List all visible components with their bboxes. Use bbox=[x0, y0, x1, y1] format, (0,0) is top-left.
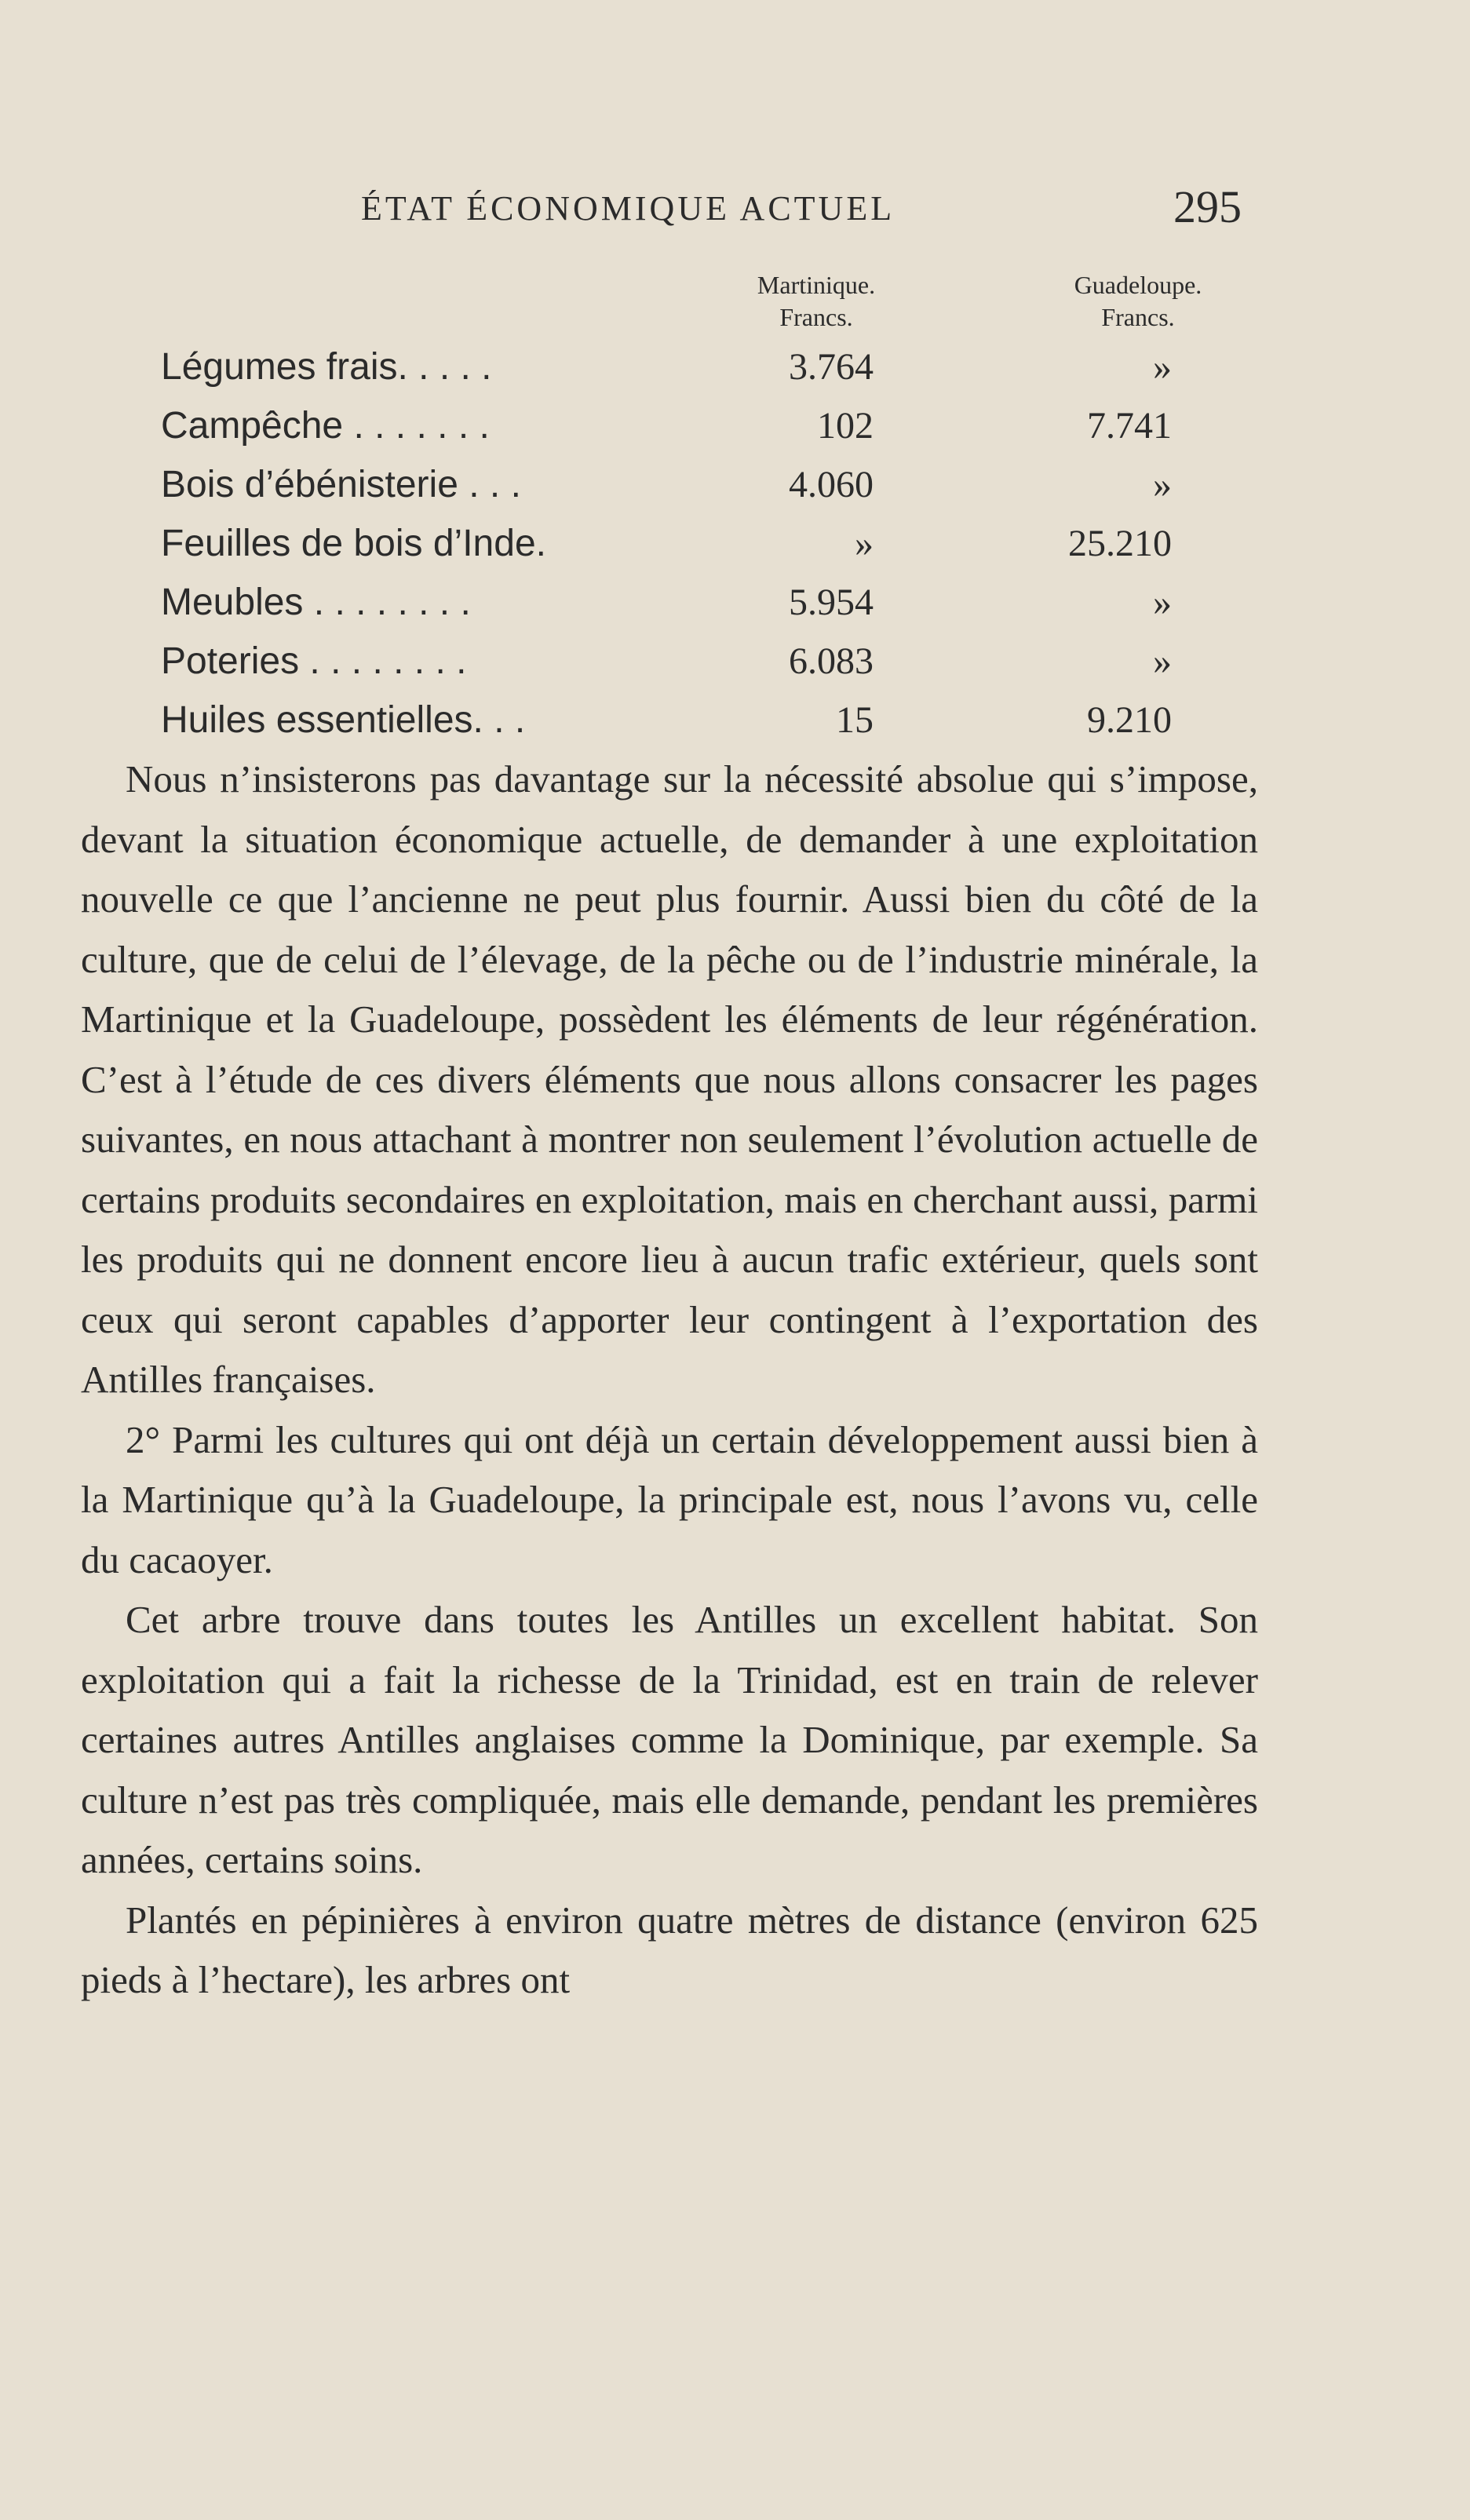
row-label: Huiles essentielles. . . bbox=[161, 699, 526, 741]
column-header-guadeloupe bbox=[1012, 271, 1264, 332]
guadeloupe-value: 9.210 bbox=[1087, 699, 1172, 741]
row-label: Bois d’ébénisterie . . . bbox=[161, 464, 521, 505]
martinique-value: 15 bbox=[836, 699, 874, 741]
guadeloupe-value: » bbox=[1153, 346, 1172, 388]
guadeloupe-value: 25.210 bbox=[1068, 523, 1172, 564]
paragraph: Plantés en pépinières à environ quatre mètres de distance (environ 625 pieds à l’hectare), les arbres ont bbox=[81, 1898, 1258, 2001]
martinique-value: 5.954 bbox=[789, 582, 874, 623]
page-header bbox=[0, 181, 1470, 235]
paragraph: 2° Parmi les cultures qui ont déjà un certain développement aussi bien à la Martinique qu’à la Guadeloupe, la principale est, nous l’avons vu, celle du cacaoyer. bbox=[81, 1417, 1258, 1581]
row-label: Feuilles de bois d’Inde. bbox=[161, 523, 546, 564]
row-label: Poteries . . . . . . . . bbox=[161, 640, 467, 682]
martinique-value: 102 bbox=[817, 405, 874, 447]
paragraph: Nous n’insisterons pas davantage sur la nécessité absolue qui s’impose, devant la situation économique actuelle, de demander à une exploitation nouvelle ce que l’ancienne ne peut plus fournir. Aussi bien du côté de la culture, que de celui de l’élevage, de la pêche ou de l’industrie minérale, la Martinique et la Guadeloupe, possèdent les éléments de leur régénération. C’est à l’étude de ces divers éléments que nous allons consacrer les pages suivantes, en nous attachant à montrer non seulement l’évolution actuelle de certains produits secondaires en exploitation, mais en cherchant aussi, parmi les produits qui ne donnent encore lieu à aucun trafic extérieur, quels sont ceux qui seront capables d’apporter leur contingent à l’exportation des Antilles françaises. bbox=[81, 757, 1258, 1401]
martinique-value: 6.083 bbox=[789, 640, 874, 682]
guadeloupe-value: 7.741 bbox=[1087, 405, 1172, 447]
table-row bbox=[0, 581, 1470, 640]
column-name: Martinique. bbox=[757, 271, 876, 299]
table-rows bbox=[0, 345, 1470, 757]
martinique-value: 4.060 bbox=[789, 464, 874, 505]
guadeloupe-value: » bbox=[1153, 582, 1172, 623]
table-row bbox=[0, 698, 1470, 757]
table-row bbox=[0, 404, 1470, 463]
table-row bbox=[0, 522, 1470, 581]
row-label: Meubles . . . . . . . . bbox=[161, 582, 471, 623]
column-unit: Francs. bbox=[779, 303, 853, 331]
column-unit: Francs. bbox=[1101, 303, 1175, 331]
page-number: 295 bbox=[1173, 181, 1242, 232]
body-text bbox=[81, 749, 1258, 2011]
table-row bbox=[0, 345, 1470, 404]
martinique-value: » bbox=[855, 523, 874, 564]
column-name: Guadeloupe. bbox=[1074, 271, 1202, 299]
column-header-martinique bbox=[691, 271, 942, 332]
paragraph: Cet arbre trouve dans toutes les Antilles un excellent habitat. Son exploitation qui a fait la richesse de la Trinidad, est en train de relever certaines autres Antilles anglaises comme la Dominique, par exemple. Sa culture n’est pas très compliquée, mais elle demande, pendant les premières années, certains soins. bbox=[81, 1598, 1258, 1881]
guadeloupe-value: » bbox=[1153, 640, 1172, 682]
row-label: Légumes frais. . . . . bbox=[161, 346, 492, 388]
guadeloupe-value: » bbox=[1153, 464, 1172, 505]
table-row bbox=[0, 463, 1470, 522]
running-title: ÉTAT ÉCONOMIQUE ACTUEL bbox=[361, 189, 895, 228]
table-row bbox=[0, 640, 1470, 698]
row-label: Campêche . . . . . . . bbox=[161, 405, 490, 447]
martinique-value: 3.764 bbox=[789, 346, 874, 388]
